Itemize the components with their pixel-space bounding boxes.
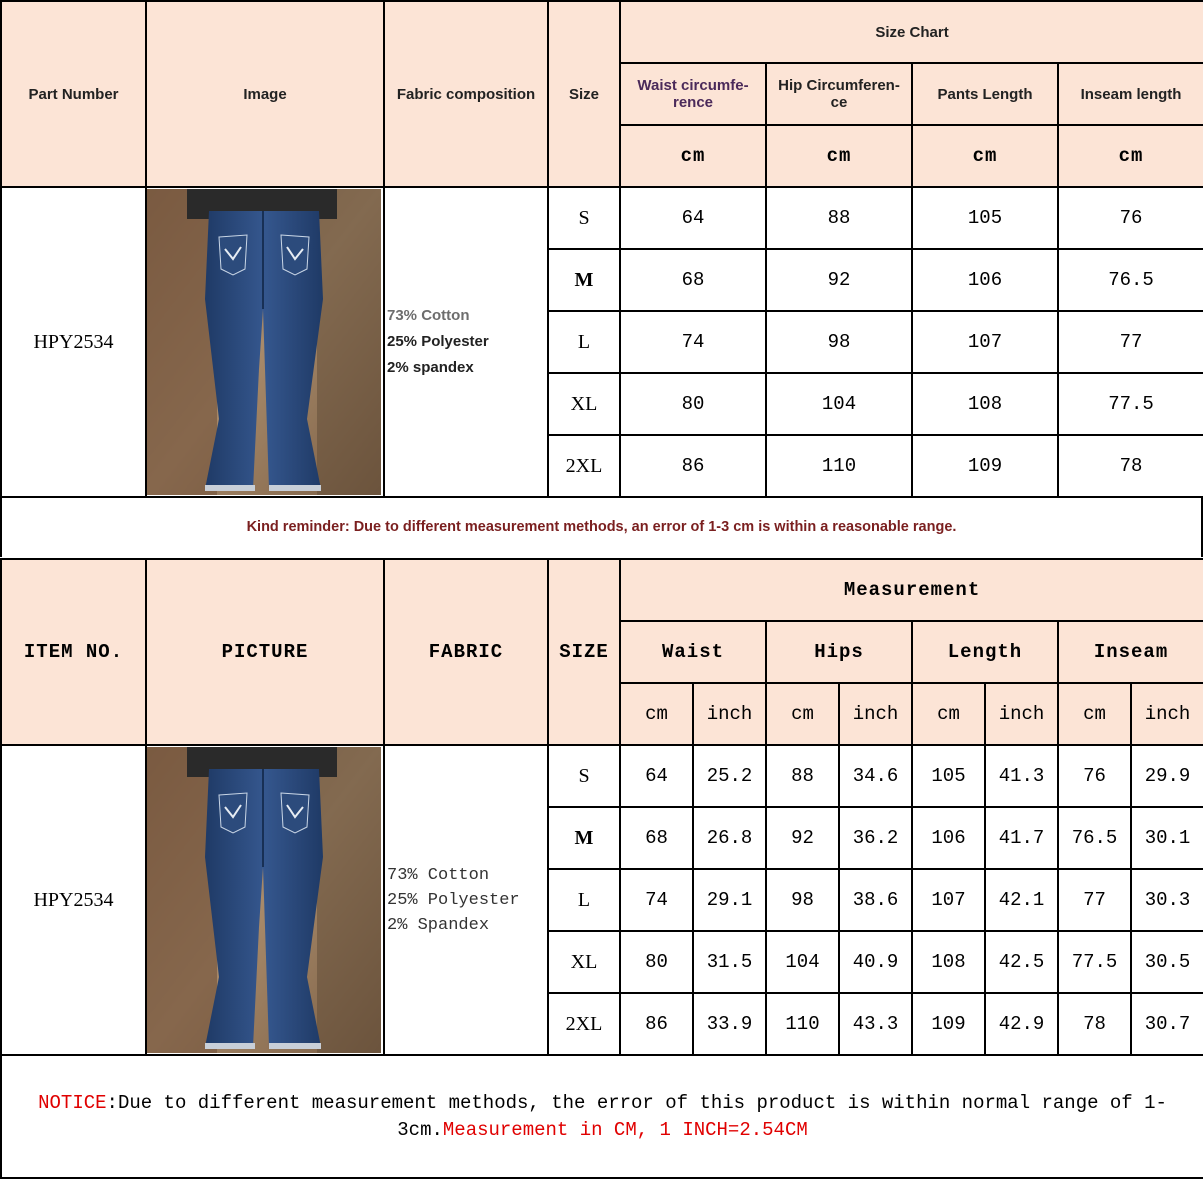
unit-inch: inch [839,683,912,745]
inseam-cell: 76.5 [1058,249,1203,311]
hip-cell: 98 [766,311,912,373]
header-fabric: Fabric composition [384,1,548,187]
inseam-inch-cell: 30.1 [1131,807,1203,869]
jeans-photo [147,747,381,1053]
header-hip-label: Hip Circumferen-ce [778,77,900,111]
inseam-cell: 78 [1058,435,1203,497]
fabric-line: 73% Cotton [387,307,470,324]
header-item-no: ITEM NO. [1,559,146,745]
size-cell: M [548,249,620,311]
header-size-chart: Size Chart [620,1,1203,63]
header-size: Size [548,1,620,187]
inseam-cm-cell: 76 [1058,745,1131,807]
unit-inch: inch [693,683,766,745]
length-cm-cell: 109 [912,993,985,1055]
size-cell: 2XL [548,435,620,497]
unit-cm: cm [620,125,766,187]
inseam-cm-cell: 76.5 [1058,807,1131,869]
header-length: Length [912,621,1058,683]
part-number-value: HPY2534 [1,187,146,497]
waist-inch-cell: 26.8 [693,807,766,869]
waist-cell: 68 [620,249,766,311]
header-inseam: Inseam length [1058,63,1203,125]
fabric-composition [384,745,548,1055]
unit-inch: inch [1131,683,1203,745]
unit-cm: cm [1058,125,1203,187]
item-no-value: HPY2534 [1,745,146,1055]
length-cm-cell: 106 [912,807,985,869]
length-inch-cell: 42.1 [985,869,1058,931]
fabric-line: 73% Cotton [387,865,490,885]
size-cell: XL [548,931,620,993]
hips-inch-cell: 43.3 [839,993,912,1055]
fabric-line: 25% Polyester [387,890,520,910]
waist-inch-cell: 29.1 [693,869,766,931]
waist-cm-cell: 86 [620,993,693,1055]
waist-cell: 80 [620,373,766,435]
size-cell: 2XL [548,993,620,1055]
hips-cm-cell: 88 [766,745,839,807]
hips-cm-cell: 104 [766,931,839,993]
waist-cm-cell: 80 [620,931,693,993]
length-cell: 108 [912,373,1058,435]
fabric-line: 25% Polyester [387,333,489,350]
size-cell: S [548,745,620,807]
unit-inch: inch [985,683,1058,745]
waist-inch-cell: 25.2 [693,745,766,807]
inseam-cell: 76 [1058,187,1203,249]
waist-cm-cell: 64 [620,745,693,807]
waist-cm-cell: 74 [620,869,693,931]
hip-cell: 104 [766,373,912,435]
length-cm-cell: 108 [912,931,985,993]
reminder-text: Kind reminder: Due to different measurement methods, an error of 1-3 cm is within a reasonable range. [246,519,957,535]
size-cell: L [548,311,620,373]
hips-cm-cell: 110 [766,993,839,1055]
notice-label: NOTICE [38,1091,107,1114]
inseam-cm-cell: 77.5 [1058,931,1131,993]
size-cell: M [548,807,620,869]
waist-cell: 86 [620,435,766,497]
unit-cm: cm [766,125,912,187]
hips-inch-cell: 40.9 [839,931,912,993]
header-waist: Waist [620,621,766,683]
product-image [146,187,384,497]
length-cm-cell: 107 [912,869,985,931]
length-cell: 107 [912,311,1058,373]
header-waist-label: Waist circumfe-rence [637,77,749,111]
waist-inch-cell: 31.5 [693,931,766,993]
length-cm-cell: 105 [912,745,985,807]
inseam-cell: 77 [1058,311,1203,373]
length-cell: 106 [912,249,1058,311]
header-waist [620,63,766,125]
fabric-line: 2% spandex [387,359,474,376]
length-inch-cell: 42.5 [985,931,1058,993]
length-cell: 109 [912,435,1058,497]
size-cell: XL [548,373,620,435]
fabric-line: 2% Spandex [387,915,490,935]
reminder-row [0,497,1203,557]
length-inch-cell: 42.9 [985,993,1058,1055]
hips-inch-cell: 34.6 [839,745,912,807]
unit-cm: cm [620,683,693,745]
notice [1,1055,1203,1178]
header-measurement: Measurement [620,559,1203,621]
unit-cm: cm [766,683,839,745]
hip-cell: 88 [766,187,912,249]
waist-cm-cell: 68 [620,807,693,869]
inseam-inch-cell: 30.7 [1131,993,1203,1055]
length-cell: 105 [912,187,1058,249]
fabric-composition [384,187,548,497]
inseam-inch-cell: 30.3 [1131,869,1203,931]
header-picture: PICTURE [146,559,384,745]
notice-text: :Due to different measurement methods, the error of this product is within normal range of 1-3cm. [106,1091,1167,1141]
hips-inch-cell: 38.6 [839,869,912,931]
waist-cell: 64 [620,187,766,249]
hips-cm-cell: 98 [766,869,839,931]
unit-cm: cm [1058,683,1131,745]
size-chart-table-2 [0,558,1203,1179]
waist-cell: 74 [620,311,766,373]
header-image: Image [146,1,384,187]
size-chart-table-1 [0,0,1203,498]
header-fabric: FABRIC [384,559,548,745]
unit-cm: cm [912,125,1058,187]
unit-cm: cm [912,683,985,745]
header-hips: Hips [766,621,912,683]
header-hip [766,63,912,125]
hip-cell: 110 [766,435,912,497]
inseam-cm-cell: 77 [1058,869,1131,931]
header-part-number: Part Number [1,1,146,187]
hip-cell: 92 [766,249,912,311]
header-size: SIZE [548,559,620,745]
length-inch-cell: 41.3 [985,745,1058,807]
header-pants-length: Pants Length [912,63,1058,125]
notice-highlight: Measurement in CM, 1 INCH=2.54CM [442,1118,808,1141]
jeans-photo [147,189,381,495]
waist-inch-cell: 33.9 [693,993,766,1055]
inseam-cm-cell: 78 [1058,993,1131,1055]
hips-cm-cell: 92 [766,807,839,869]
size-cell: L [548,869,620,931]
size-cell: S [548,187,620,249]
inseam-inch-cell: 29.9 [1131,745,1203,807]
inseam-inch-cell: 30.5 [1131,931,1203,993]
hips-inch-cell: 36.2 [839,807,912,869]
product-picture [146,745,384,1055]
inseam-cell: 77.5 [1058,373,1203,435]
header-inseam: Inseam [1058,621,1203,683]
length-inch-cell: 41.7 [985,807,1058,869]
